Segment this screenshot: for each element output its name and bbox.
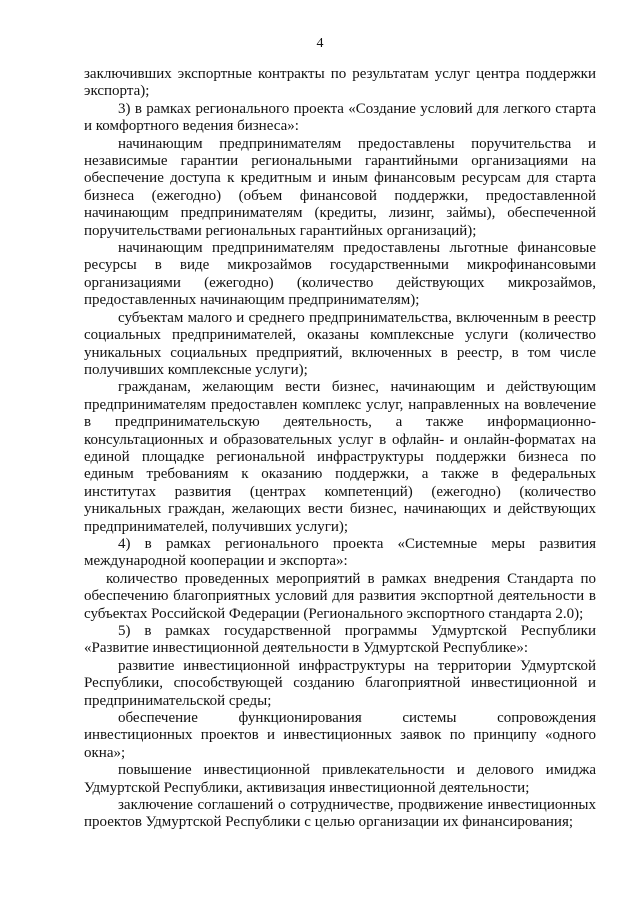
paragraph: гражданам, желающим вести бизнес, начинающим и действующим предпринимателям предоставлен комплекс услуг, направленных на вовлечение в предпринимательскую деятельность, а также информационно-консультационных и образовательных услуг в офлайн- и онлайн-форматах на единой площадке региональной инфраструктуры поддержки бизнеса по единым требованиям к оказанию поддержки, а также в федеральных институтах развития (центрах компетенций) (ежегодно) (количество уникальных граждан, желающих вести бизнес, начинающих и действующих предпринимателей, получивших услуги); xyxy=(84,379,596,535)
paragraph: субъектам малого и среднего предпринимательства, включенным в реестр социальных предпринимателей, оказаны комплексные услуги (количество уникальных социальных предприятий, включенных в реестр, в том числе получивших комплексные услуги); xyxy=(84,309,596,378)
paragraph: начинающим предпринимателям предоставлены льготные финансовые ресурсы в виде микрозаймов государственными микрофинансовыми организациями (ежегодно) (количество действующих микрозаймов, предоставленных начинающим предпринимателям); xyxy=(84,240,596,309)
paragraph: заключение соглашений о сотрудничестве, продвижение инвестиционных проектов Удмуртской Республики с целью организации их финансирования; xyxy=(84,797,596,831)
document-body xyxy=(84,66,596,832)
paragraph: 3) в рамках регионального проекта «Создание условий для легкого старта и комфортного ведения бизнеса»: xyxy=(84,100,596,135)
paragraph: обеспечение функционирования системы сопровождения инвестиционных проектов и инвестиционных заявок по принципу «одного окна»; xyxy=(84,710,596,761)
paragraph: повышение инвестиционной привлекательности и делового имиджа Удмуртской Республики, активизация инвестиционной деятельности; xyxy=(84,762,596,796)
page-number: 4 xyxy=(316,36,324,51)
paragraph: количество проведенных мероприятий в рамках внедрения Стандарта по обеспечению благоприятных условий для развития экспортной деятельности в субъектах Российской Федерации (Регионального экспортного стандарта 2.0); xyxy=(84,570,596,622)
paragraph: развитие инвестиционной инфраструктуры на территории Удмуртской Республики, способствующей созданию благоприятной инвестиционной и предпринимательской среды; xyxy=(84,657,596,709)
paragraph: заключивших экспортные контракты по результатам услуг центра поддержки экспорта); xyxy=(84,66,596,100)
paragraph: 4) в рамках регионального проекта «Системные меры развития международной кооперации и экспорта»: xyxy=(84,535,596,570)
paragraph: 5) в рамках государственной программы Удмуртской Республики «Развитие инвестиционной деятельности в Удмуртской Республике»: xyxy=(84,623,596,657)
paragraph: начинающим предпринимателям предоставлены поручительства и независимые гарантии региональными гарантийными организациями на обеспечение доступа к кредитным и иным финансовым ресурсам для старта бизнеса (ежегодно) (объем финансовой поддержки, предоставленной начинающим предпринимателям (кредиты, лизинг, займы), обеспеченной поручительствами региональных гарантийных организаций); xyxy=(84,135,596,239)
